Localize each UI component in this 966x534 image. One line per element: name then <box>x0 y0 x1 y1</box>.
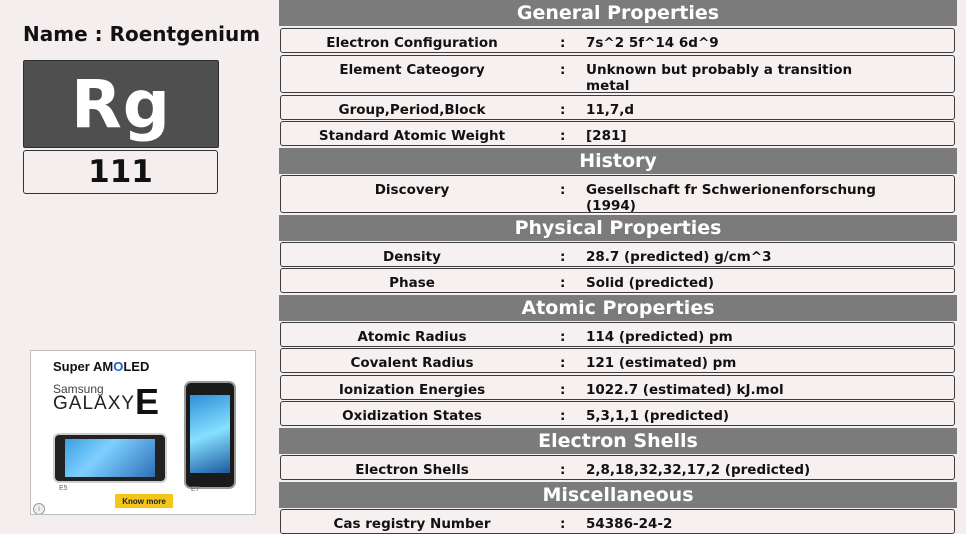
row-element-category <box>280 55 955 93</box>
row-electron-configuration <box>280 28 955 53</box>
row-label: Discovery <box>374 182 450 198</box>
row-label: Element Cateogory <box>339 62 485 78</box>
row-label: Cas registry Number <box>333 516 491 532</box>
section-general-properties: General Properties <box>279 0 957 26</box>
section-physical-properties: Physical Properties <box>279 215 957 241</box>
row-value: 1022.7 (estimated) kJ.mol <box>586 382 784 398</box>
row-separator: : <box>560 275 566 291</box>
atomic-number: 111 <box>88 154 153 190</box>
row-value: 2,8,18,32,32,17,2 (predicted) <box>586 462 811 478</box>
row-label: Density <box>383 249 441 265</box>
ad-info-icon[interactable]: i <box>33 503 45 515</box>
know-more-button[interactable]: Know more <box>115 494 173 508</box>
row-label: Phase <box>389 275 435 291</box>
row-value: 114 (predicted) pm <box>586 329 733 345</box>
ad-brand: Samsung <box>53 382 104 396</box>
row-value: 54386-24-2 <box>586 516 673 532</box>
ad-phone-left-label: E5 <box>59 485 68 492</box>
row-separator: : <box>560 329 566 345</box>
row-electron-shells <box>280 455 955 480</box>
row-separator: : <box>560 35 566 51</box>
phone-portrait-image <box>184 381 236 489</box>
row-group-period-block <box>280 95 955 120</box>
row-value: Solid (predicted) <box>586 275 714 291</box>
row-label: Group,Period,Block <box>338 102 486 118</box>
element-summary-panel <box>0 0 280 529</box>
row-label: Covalent Radius <box>350 355 474 371</box>
row-label: Electron Shells <box>355 462 469 478</box>
row-standard-atomic-weight <box>280 121 955 146</box>
row-separator: : <box>560 355 566 371</box>
row-label: Atomic Radius <box>357 329 467 345</box>
row-value: Unknown but probably a transition metal <box>586 62 853 94</box>
row-separator: : <box>560 462 566 478</box>
row-separator: : <box>560 128 566 144</box>
row-density <box>280 242 955 267</box>
section-history: History <box>279 148 957 174</box>
row-value: [281] <box>586 128 627 144</box>
section-electron-shells: Electron Shells <box>279 428 957 454</box>
row-value: 7s^2 5f^14 6d^9 <box>586 35 719 51</box>
element-symbol-tile <box>23 60 219 148</box>
row-phase <box>280 268 955 293</box>
element-symbol: Rg <box>70 65 172 143</box>
atomic-number-box <box>23 150 218 194</box>
ad-phone-right-label: E7 <box>191 486 200 493</box>
row-value: 121 (estimated) pm <box>586 355 737 371</box>
section-atomic-properties: Atomic Properties <box>279 295 957 321</box>
row-separator: : <box>560 408 566 424</box>
row-separator: : <box>560 382 566 398</box>
row-separator: : <box>560 516 566 532</box>
row-label: Standard Atomic Weight <box>318 128 506 144</box>
row-separator: : <box>560 62 566 78</box>
row-value: 5,3,1,1 (predicted) <box>586 408 730 424</box>
row-value: 11,7,d <box>586 102 635 118</box>
ad-tagline: Super AMOLED <box>53 359 150 374</box>
phone-landscape-image <box>53 433 167 483</box>
element-name: Name : Roentgenium <box>23 22 261 46</box>
row-discovery <box>280 175 955 213</box>
ad-model-letter: E <box>135 381 160 422</box>
row-atomic-radius <box>280 322 955 347</box>
row-value: Gesellschaft fr Schwerionenforschung (1994) <box>586 182 876 214</box>
row-separator: : <box>560 249 566 265</box>
row-ionization-energies <box>280 375 955 400</box>
section-miscellaneous: Miscellaneous <box>279 482 957 508</box>
row-cas-registry-number <box>280 509 955 534</box>
advertisement-banner[interactable] <box>30 350 256 515</box>
row-label: Oxidization States <box>342 408 482 424</box>
row-covalent-radius <box>280 348 955 373</box>
row-value: 28.7 (predicted) g/cm^3 <box>586 249 772 265</box>
row-oxidization-states <box>280 401 955 426</box>
row-separator: : <box>560 102 566 118</box>
row-label: Ionization Energies <box>338 382 486 398</box>
ad-model: GALAXY <box>53 393 136 414</box>
properties-panel <box>279 0 966 532</box>
row-separator: : <box>560 182 566 198</box>
row-label: Electron Configuration <box>326 35 498 51</box>
